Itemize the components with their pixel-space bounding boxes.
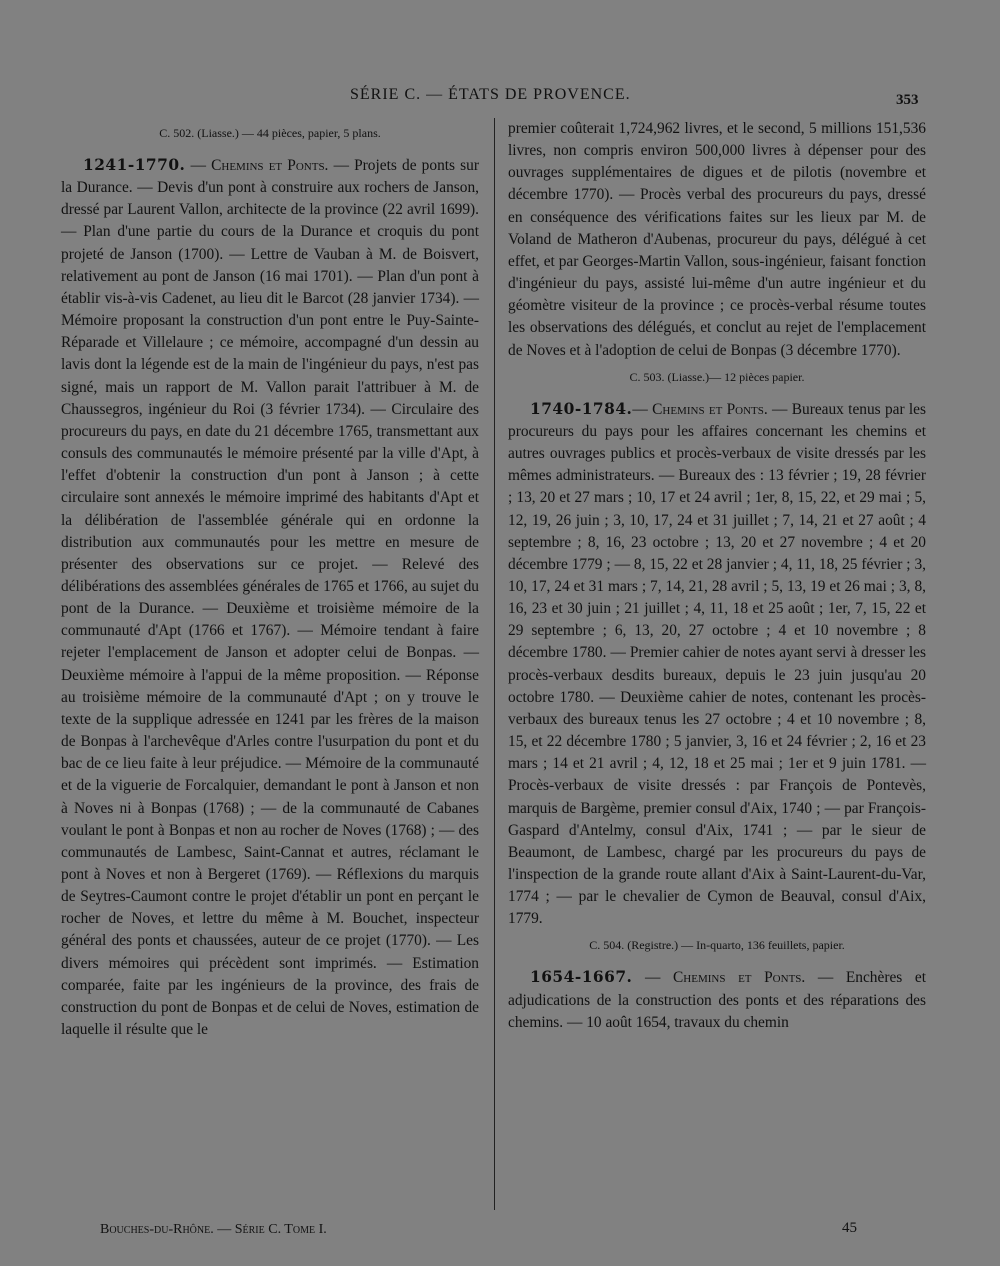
page-number: 353 (896, 92, 919, 108)
article-body: — Projets de ponts sur la Durance. — Devis d'un pont à construire aux rochers de Janson, dressé par Laurent Vallon, architecte de la province (22 avril 1699). — Plan d'une partie du cours de la Durance et croquis du pont projeté de Janson (1700). — Lettre de Vauban à M. de Boisvert, relativement au pont de Janson (16 mai 1701). — Plan d'un pont à établir vis-à-vis Cadenet, au lieu dit le Barcot (28 janvier 1734). — Mémoire proposant la construction d'un pont entre le Puy-Sainte-Réparade et Villelaure ; ce mémoire, accompagné d'un dessin au lavis dont la légende est de la main de l'ingénieur du pays, n'est pas signé, mais un rapport de M. Vallon parait l'attribuer à M. de Chaussegros, ingénieur du Roi (3 février 1734). — Circulaire des procureurs du pays, en date du 21 décembre 1765, transmettant aux consuls des communautés le mémoire présenté par la ville d'Apt, à l'effet d'obtenir la construction d'un pont à Janson ; à cette circulaire sont annexés le mémoire imprimé des habitants d'Apt et la délibération de l'assemblée générale qui en ordonne la distribution aux communautés pour les mettre en mesure de présenter des observations sur ce projet. — Relevé des délibérations des assemblées générales de 1765 et 1766, au sujet du pont de la Durance. — Deuxième et troisième mémoire de la communauté d'Apt (1766 et 1767). — Mémoire tendant à faire rejeter l'emplacement de Janson et adopter celui de Bonpas. — Deuxième mémoire à l'appui de la même proposition. — Réponse au troisième mémoire de la communauté d'Apt ; on y trouve le texte de la supplique adressée en 1241 par les frères de la maison de Bonpas à l'archevêque d'Arles contre l'usurpation du pont et du bac de ce lieu faite à leur préjudice. — Mémoire de la communauté et de la viguerie de Forcalquier, demandant le pont à Janson et non à Noves ni à Bonpas (1768) ; — de la communauté de Cabanes voulant le pont à Bonpas et non au rocher de Noves (1768) ; — des communautés de Lambesc, Saint-Cannat et autres, réclamant le pont à Noves et non à Bergeret (1769). — Réflexions du marquis de Seytres-Caumont contre le projet d'établir un pont en perçant le rocher de Noves, et lettre du même à M. Bouchet, inspecteur général des ponts et chaussées, auteur de ce projet (1770). — Les divers mémoires qui précèdent sont imprimés. — Estimation comparée, faite par les ingénieurs de la province, des frais de construction du pont de Bonpas et de celui de Noves, estimation de laquelle il résulte que le (61, 157, 479, 1039)
date-range: 1241-1770. (83, 156, 186, 174)
right-column (508, 118, 926, 1034)
article-heading: Chemins et Ponts. (211, 157, 329, 174)
date-range: 1654-1667. (530, 968, 633, 987)
article-entry (508, 966, 926, 1033)
signature-number: 45 (842, 1220, 857, 1236)
article-heading: Chemins et Ponts. (673, 969, 806, 987)
date-range: 1740-1784. (530, 399, 633, 418)
page-footer (0, 1222, 1000, 1244)
column-divider (494, 118, 495, 1210)
left-column (61, 118, 479, 1041)
article-entry (508, 398, 926, 931)
footer-series-title: Bouches-du-Rhône. — Série C. Tome I. (100, 1222, 327, 1237)
separator: — (185, 157, 212, 174)
article-body: — Bureaux tenus par les procureurs du pays pour les affaires concernant les chemins et autres ouvrages publics et procès-verbaux de visite dressés par les mêmes administrateurs. — Bureaux des : 13 février ; 19, 28 février ; 13, 20 et 27 mars ; 10, 17 et 24 avril ; 1er, 8, 15, 22, et 29 mai ; 5, 12, 19, 26 juin ; 3, 10, 17, 24 et 31 juillet ; 7, 14, 21 et 27 août ; 4 septembre ; 8, 16, 23 octobre ; 13, 20 et 27 novembre ; 4 et 20 décembre 1779 ; — 8, 15, 22 et 28 janvier ; 4, 11, 18, 25 février ; 3, 10, 17, 24 et 31 mars ; 7, 14, 21, 28 avril ; 5, 13, 19 et 26 mai ; 3, 8, 16, 23 et 30 juin ; 21 juillet ; 4, 11, 18 et 25 août ; 1er, 7, 15, 22 et 29 septembre ; 6, 13, 20, 27 octobre ; 4 et 10 novembre ; 8 décembre 1780. — Premier cahier de notes ayant servi à dresser les procès-verbaux desdits bureaux, depuis le 23 juin jusqu'au 20 octobre 1780. — Deuxième cahier de notes, contenant les procès-verbaux des bureaux tenus les 27 octobre ; 4 et 10 novembre ; 8, 15, et 22 décembre 1780 ; 5 janvier, 3, 16 et 24 février ; 2, 16 et 23 mars ; 14 et 21 avril ; 4, 12, 18 et 25 mai ; 1er et 9 juin 1781. — Procès-verbaux de visite dressés : par François de Pontevès, marquis de Bargème, premier consul d'Aix, 1740 ; — par François-Gaspard d'Antelmy, consul d'Aix, 1741 ; — par le sieur de Beaumont, de Lambesc, chargé par les procureurs du pays de l'inspection de la grande route allant d'Aix à Saint-Laurent-du-Var, 1774 ; — par le chevalier de Cymon de Beauval, consul d'Aix, 1779. (508, 400, 927, 928)
archive-reference: C. 504. (Registre.) — In-quarto, 136 feuillets, papier. (589, 938, 845, 953)
archive-reference: C. 503. (Liasse.)— 12 pièces papier. (629, 369, 805, 384)
separator: — (632, 969, 674, 987)
page-header (0, 86, 1000, 110)
article-body: — Enchères et adjudications de la construction des ponts et des réparations des chemins. — 10 août 1654, travaux du chemin (508, 969, 926, 1031)
running-title: SÉRIE C. — ÉTATS DE PROVENCE. (350, 86, 631, 103)
article-heading: Chemins et Ponts. (652, 400, 768, 418)
continued-text: premier coûterait 1,724,962 livres, et le second, 5 millions 151,536 livres, non compris environ 500,000 livres à dépenser pour des ouvrages supplémentaires de digues et de pilotis (novembre et décembre 1770). — Procès verbal des procureurs du pays, dressé en conséquence des vérifications faites sur les lieux par M. de Voland de Matheron d'Aubenas, procureur du pays, délégué à cet effet, et par Georges-Martin Vallon, sous-ingénieur, faisant fonction d'ingénieur du pays, assisté lui-même d'un autre ingénieur et du géomètre visiteur de la province ; ce procès-verbal résume toutes les observations des délégués, et conclut au rejet de l'emplacement de Noves et à l'adoption de celui de Bonpas (3 décembre 1770). (508, 120, 926, 359)
archive-reference: C. 502. (Liasse.) — 44 pièces, papier, 5 plans. (159, 126, 381, 140)
article-entry (61, 154, 479, 1041)
separator: — (632, 400, 653, 418)
